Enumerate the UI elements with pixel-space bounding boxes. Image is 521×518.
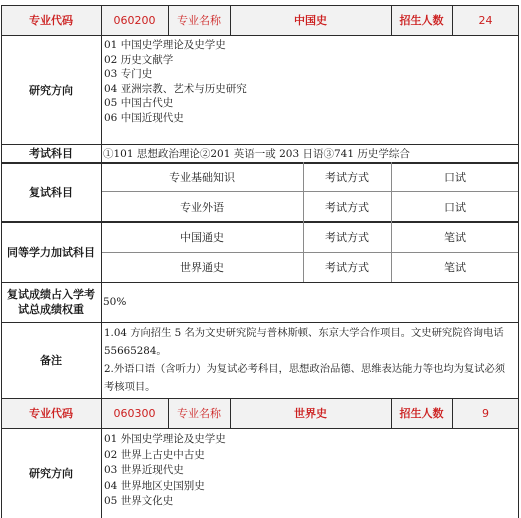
remark-line: 考核项目。: [104, 381, 156, 393]
equiv-subject-2: 世界通史: [180, 261, 224, 274]
direction-list-1: [104, 38, 247, 126]
direction-item: 05 中国古代史: [104, 97, 174, 110]
equiv-label: 同等学力加试科目: [7, 246, 95, 259]
direction-label-2: 研究方向: [29, 467, 73, 480]
equiv-subject-1: 中国通史: [180, 231, 224, 244]
name-label-2: 专业名称: [168, 398, 230, 428]
retest-label: 复试科目: [29, 186, 73, 199]
equiv-method-label-1: 考试方式: [325, 231, 369, 244]
count-label-1: 招生人数: [391, 5, 452, 35]
code-value-1: 060200: [101, 5, 168, 35]
weight-value: 50%: [103, 296, 127, 308]
remark-line: 1.04 方向招生 5 名为文史研究院与普林斯顿、东京大学合作项目。文史研究院咨询电话: [104, 327, 504, 339]
remark-line: 55665284。: [104, 345, 167, 357]
remark-line: 2.外语口语（含听力）为复试必考科目，思想政治品德、思维表达能力等也均为复试必须: [104, 363, 506, 375]
direction-item: 04 亚洲宗教、艺术与历史研究: [104, 82, 247, 95]
count-value-2: 9: [452, 398, 519, 428]
name-value-1: 中国史: [230, 5, 391, 35]
direction-item: 05 世界文化史: [104, 495, 174, 508]
direction-item: 03 世界近现代史: [104, 464, 184, 477]
direction-label-1: 研究方向: [29, 83, 73, 97]
equiv-method-2: 笔试: [444, 261, 466, 274]
direction-item: 06 中国近现代史: [104, 111, 184, 124]
direction-item: 03 专门史: [104, 68, 153, 81]
code-label-1: 专业代码: [1, 5, 101, 35]
retest-method-1: 口试: [444, 170, 466, 184]
name-value-2: 世界史: [230, 398, 391, 428]
direction-item: 02 世界上古史中古史: [104, 448, 205, 461]
remark-text: [104, 324, 505, 396]
direction-item: 02 历史文献学: [104, 53, 174, 66]
retest-method-label-1: 考试方式: [325, 170, 369, 184]
direction-item: 04 世界地区史国别史: [104, 479, 205, 492]
name-label-1: 专业名称: [168, 5, 230, 35]
remark-label: 备注: [40, 354, 62, 367]
retest-subject-1: 专业基础知识: [169, 170, 235, 184]
weight-label: 复试成绩占入学考 试总成绩权重: [7, 288, 95, 316]
retest-subject-2: 专业外语: [180, 200, 224, 214]
retest-method-2: 口试: [444, 200, 466, 214]
code-value-2: 060300: [101, 398, 168, 428]
code-label-2: 专业代码: [1, 398, 101, 428]
count-value-1: 24: [452, 5, 519, 35]
direction-list-2: [104, 432, 226, 510]
count-label-2: 招生人数: [391, 398, 452, 428]
exam-subjects: ①101 思想政治理论②201 英语一或 203 日语③741 历史学综合: [103, 147, 410, 160]
exam-label: 考试科目: [29, 147, 73, 160]
retest-method-label-2: 考试方式: [325, 200, 369, 214]
equiv-method-1: 笔试: [444, 231, 466, 244]
direction-item: 01 外国史学理论及史学史: [104, 433, 226, 445]
equiv-method-label-2: 考试方式: [325, 261, 369, 274]
direction-item: 01 中国史学理论及史学史: [104, 39, 226, 51]
